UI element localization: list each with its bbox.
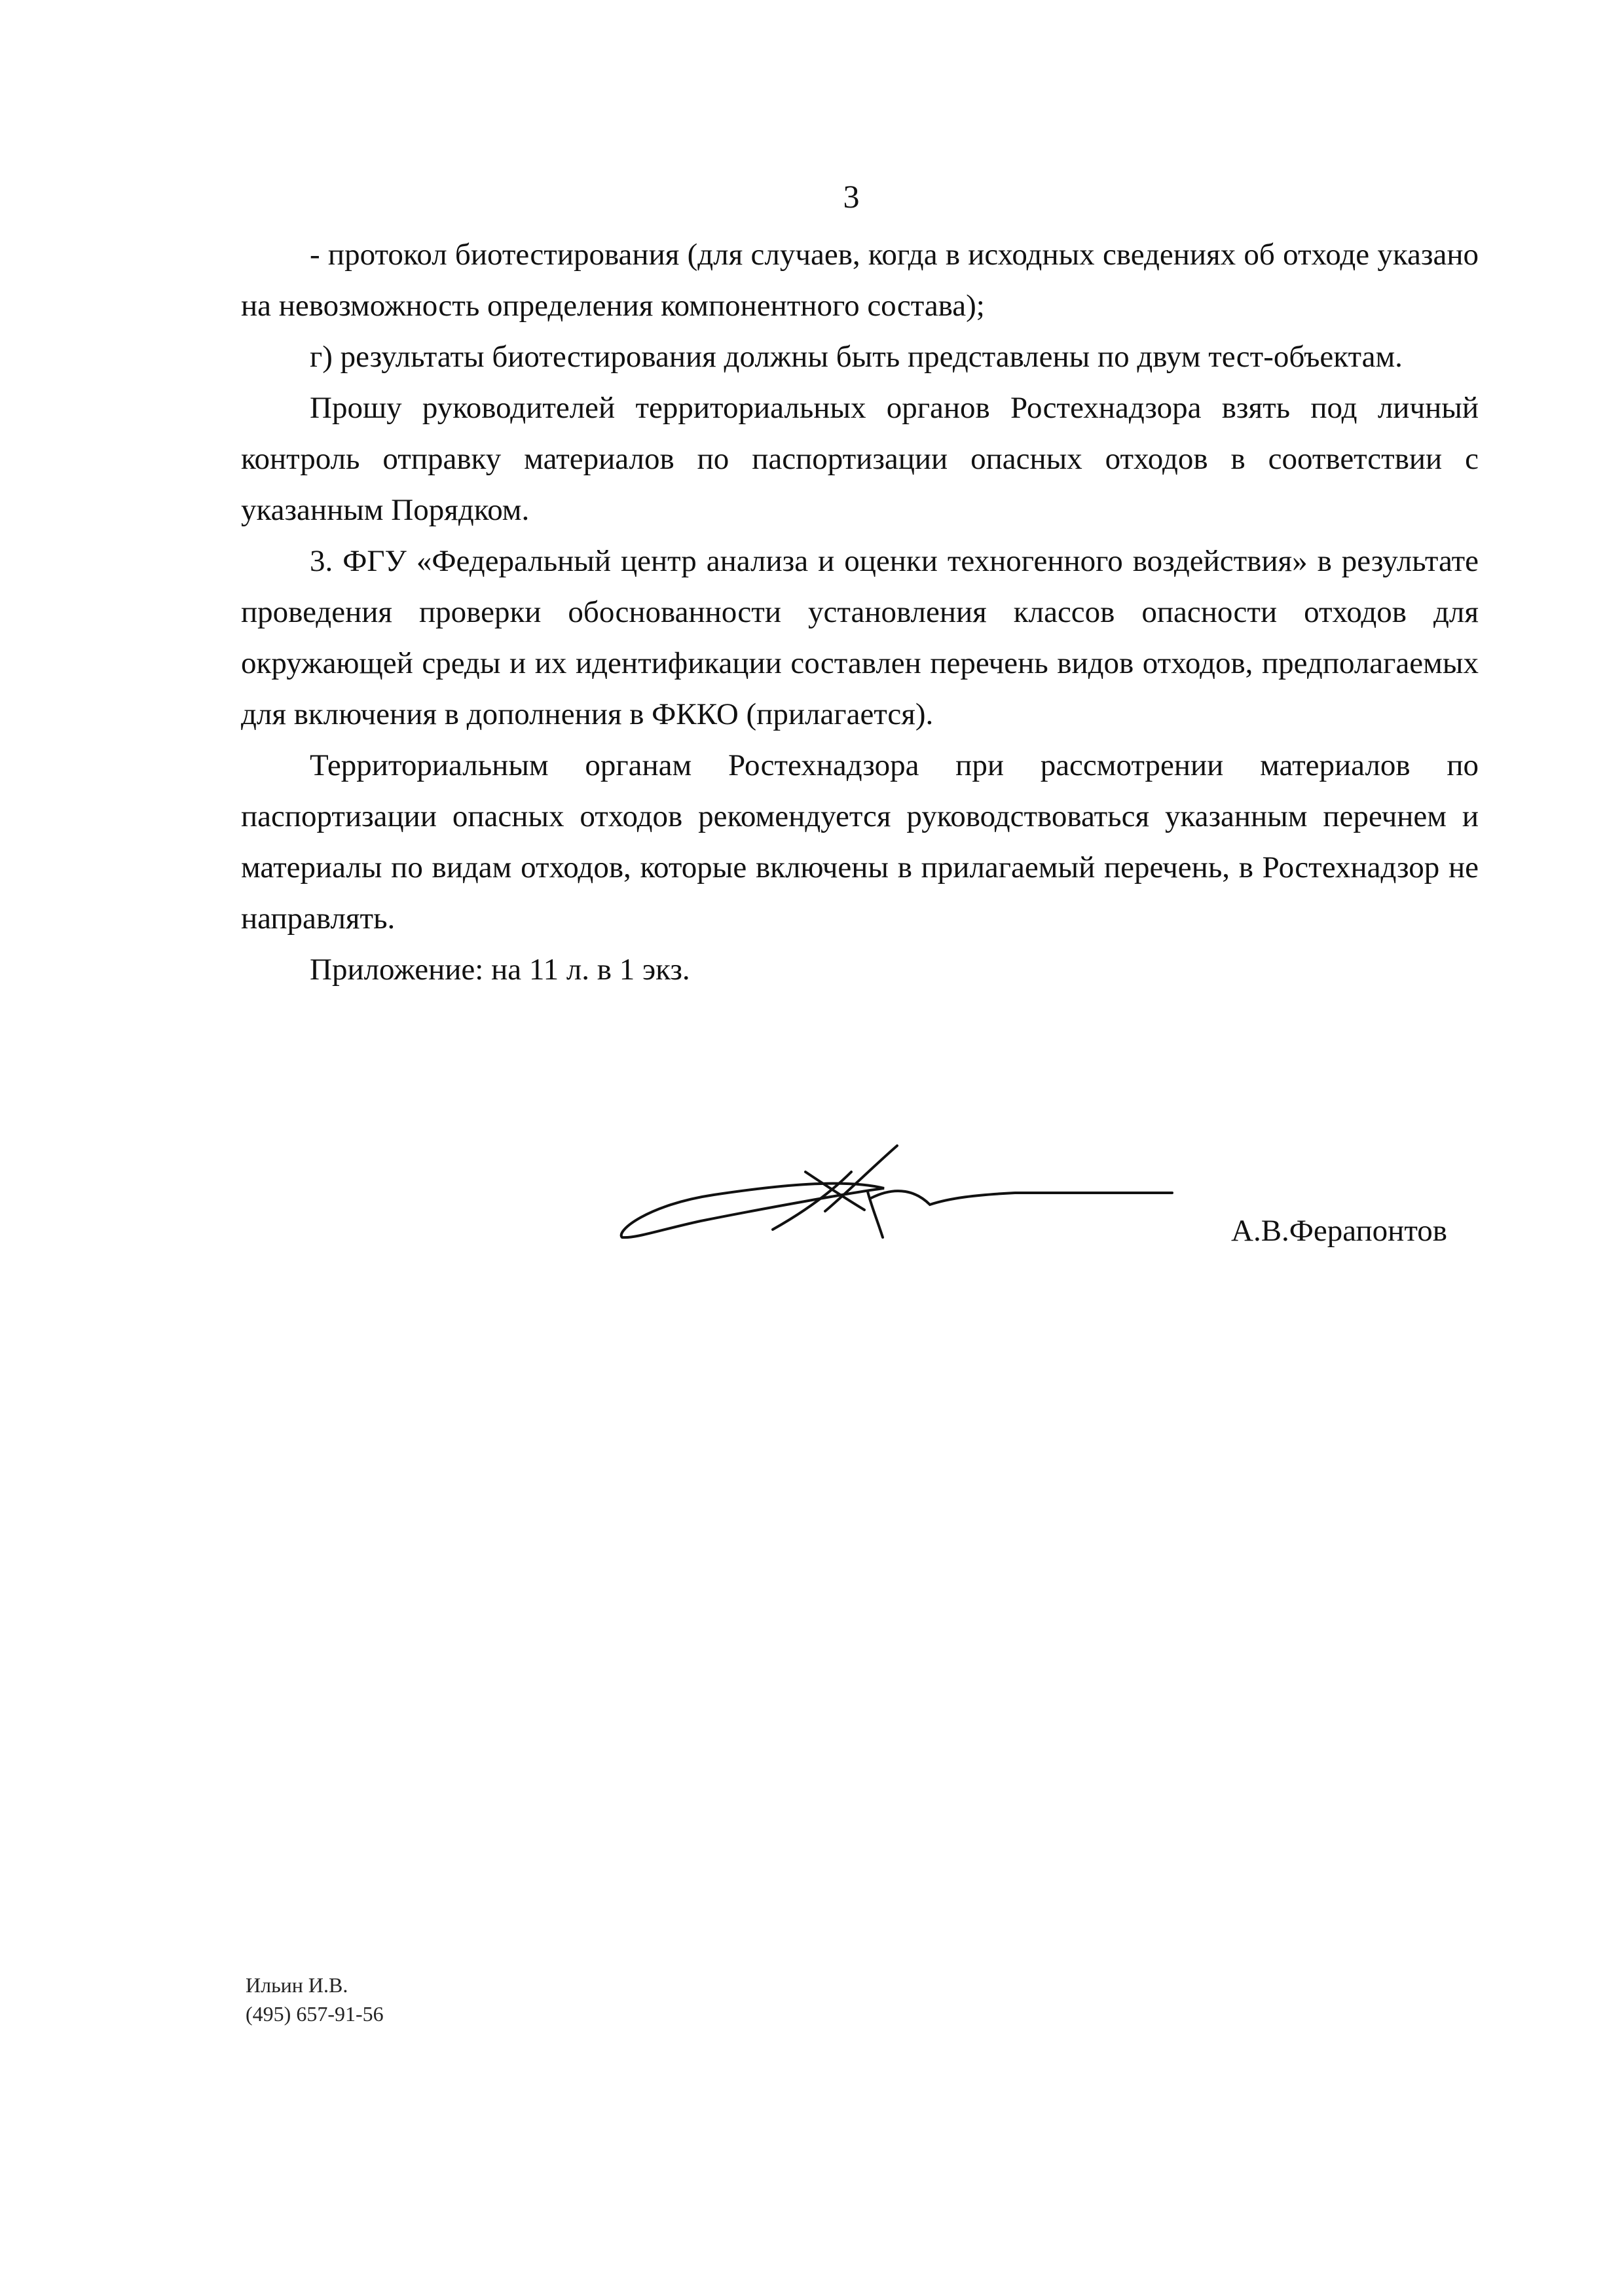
paragraph-fgu-list: 3. ФГУ «Федеральный центр анализа и оценки техногенного воздействия» в результате проведения проверки обоснованности установления классов опасности отходов для окружающей среды и их идентификации составлен перечень видов отходов, предполагаемых для включения в дополнения в ФККО (прилагается). xyxy=(241,544,1479,731)
paragraph-request-control: Прошу руководителей территориальных органов Ростехнадзора взять под личный контроль отправку материалов по паспортизации опасных отходов в соответствии с указанным Порядком. xyxy=(241,391,1479,527)
paragraph-biotest-results: г) результаты биотестирования должны быть представлены по двум тест-объектам. xyxy=(310,340,1403,374)
letter-body xyxy=(241,229,1479,995)
paragraph-biotest-protocol: - протокол биотестирования (для случаев, когда в исходных сведениях об отходе указано на невозможность определения компонентного состава); xyxy=(241,238,1479,323)
handwritten-signature xyxy=(609,1133,1185,1264)
executor-phone: (495) 657-91-56 xyxy=(246,2002,384,2026)
executor-block xyxy=(246,1971,384,2028)
attachment-note: Приложение: на 11 л. в 1 экз. xyxy=(310,953,690,987)
paragraph-territorial-bodies: Территориальным органам Ростехнадзора при рассмотрении материалов по паспортизации опасных отходов рекомендуется руководствоваться указанным перечнем и материалы по видам отходов, которые включены в прилагаемый перечень, в Ростехнадзор не направлять. xyxy=(241,748,1479,936)
page-number: 3 xyxy=(843,178,860,215)
executor-name: Ильин И.В. xyxy=(246,1973,348,1997)
signer-name: А.В.Ферапонтов xyxy=(1231,1214,1447,1248)
